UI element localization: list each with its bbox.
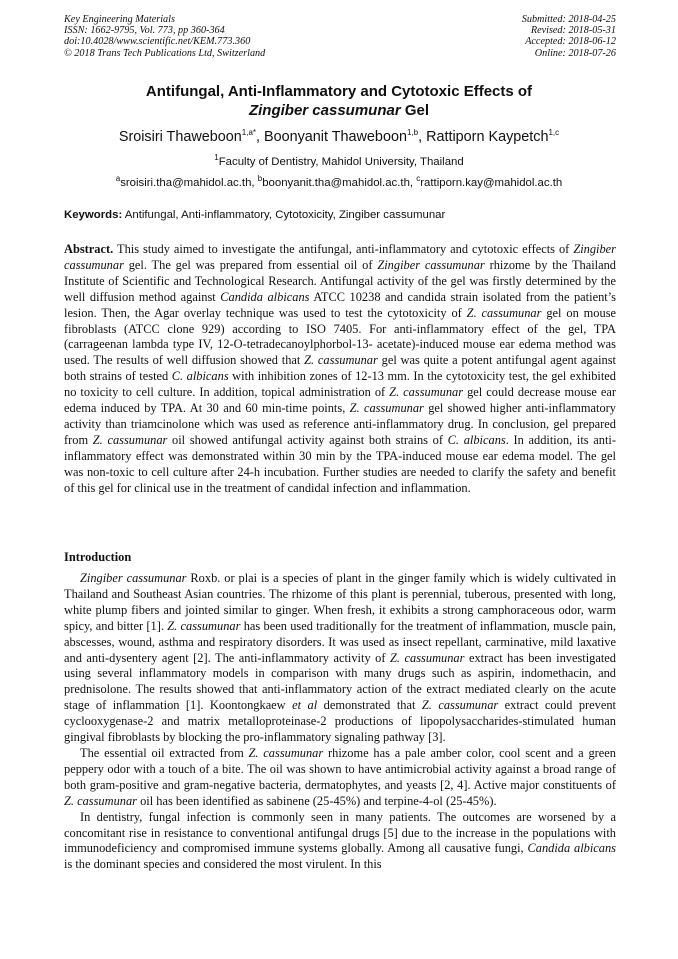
title-gel: Gel [400, 102, 430, 119]
abstract-italic: Z. cassumunar [304, 353, 378, 368]
affiliation [40, 150, 638, 170]
intro-text: In dentistry, fungal infection is commonly seen in many patients. The outcomes are worsened by a concomitant rise in resistance to conventional antifungal drugs [5] due to the increase in the populations with immunodeficiency and compromised immune systems globally. Among all causative fungi, [64, 809, 616, 856]
keywords [64, 208, 616, 222]
abstract-text: gel showed higher anti-inflammatory activity than triamcinolone which was used as reference anti-inflammatory drug. In conclusion, gel prepared from [64, 401, 616, 447]
abstract-italic: Z. cassumunar [466, 305, 542, 320]
abstract-label: Abstract. [64, 242, 114, 256]
intro-italic: Z. cassumunar [167, 618, 241, 633]
intro-italic: Z. cassumunar [64, 793, 137, 808]
abstract-italic: Candida albicans [220, 289, 310, 304]
email-sep: , [251, 176, 258, 189]
affiliation-text: Faculty of Dentistry, Mahidol University, Thailand [218, 155, 464, 168]
copyright: © 2018 Trans Tech Publications Ltd, Switzerland [64, 47, 266, 59]
accepted-date: Accepted: 2018-06-12 [525, 36, 616, 48]
email-3[interactable]: rattiporn.kay@mahidol.ac.th [420, 176, 563, 189]
intro-text: is the dominant species and considered the most virulent. In this [64, 857, 382, 872]
abstract-text: gel was quite a potent antifungal agent against both strains of tested [64, 353, 616, 384]
author-sep: , [418, 128, 427, 145]
email-sup: a [115, 174, 121, 183]
paper-title [40, 82, 638, 120]
title-line-1: Antifungal, Anti-Inflammatory and Cytotoxic Effects of [145, 83, 533, 100]
intro-paragraph-3 [64, 810, 616, 874]
author-3: Rattiporn Kaypetch [426, 128, 549, 145]
dates-header [522, 14, 616, 59]
intro-text: has been used traditionally for the treatment of inflammation, muscle pain, abscesses, wound, asthma and respiratory disorders. It was used as insect repellant, carminative, mild laxative and anti-dysentery agent [2]. The anti-inflammatory activity of [64, 618, 616, 665]
abstract-italic: C. albicans [447, 432, 506, 447]
abstract-italic: Zingiber cassumunar [377, 257, 485, 272]
abstract-italic: C. albicans [171, 369, 229, 384]
abstract-text: ATCC 10238 and candida strain isolated from the patient’s lesion. Then, the Agar overlay technique was used to test the cytotoxicity of [64, 289, 616, 320]
intro-text: The essential oil extracted from [80, 745, 249, 760]
intro-text: extract has been investigated using several inflammatory models in comparison with many drugs such as aspirin, indomethacin, and prednisolone. The results showed that anti-inflammatory action of the extract mediated clearly on the acute stage of inflammation [1]. Koontongkaew [64, 650, 617, 713]
intro-text: oil has been identified as sabinene (25-45%) and terpine-4-ol (25-45%). [136, 793, 497, 808]
abstract-italic: Zingiber cassumunar [64, 242, 616, 272]
abstract [64, 242, 616, 497]
keywords-text: Antifungal, Anti-inflammatory, Cytotoxicity, Zingiber cassumunar [122, 209, 446, 221]
email-sep: , [409, 176, 417, 189]
author-sep: , [256, 128, 264, 145]
intro-paragraph-1 [64, 571, 616, 746]
intro-text: extract could prevent cyclooxygenase-2 and matrix metalloproteinase-2 productions of lipopolysaccharides-stimulated human gingival fibroblasts by blocking the pro-inflammatory signaling pathway [3]. [64, 698, 616, 745]
abstract-text: rhizome by the Thailand Institute of Scientific and Technological Research. Antifungal activity of the gel was firstly determined by the well diffusion method against [64, 257, 616, 304]
intro-text: Roxb. or plai is a species of plant in the ginger family which is widely cultivated in Thailand and Southeast Asian countries. The rhizome of this plant is perennial, tuberous, presented with long, white plump fibers and jointed similar to ginger. When fresh, it exhibits a strong camphoraceous odor, warm spicy, and bitter [1]. [64, 571, 617, 633]
abstract-text: gel could decrease mouse ear edema induced by TPA. At 30 and 60 min-time points, [64, 385, 616, 416]
online-date: Online: 2018-07-26 [534, 47, 616, 59]
revised-date: Revised: 2018-05-31 [530, 25, 616, 37]
abstract-italic: Z. cassumunar [349, 401, 424, 416]
abstract-italic: Z. cassumunar [92, 432, 168, 447]
email-1[interactable]: sroisiri.tha@mahidol.ac.th [120, 176, 252, 189]
intro-italic: et al [292, 698, 318, 713]
email-sup: c [416, 174, 421, 183]
intro-paragraph-2 [64, 746, 616, 810]
author-1-sup: 1,a* [241, 128, 256, 137]
author-2: Boonyanit Thaweboon [264, 128, 407, 145]
keywords-label: Keywords: [64, 209, 123, 221]
abstract-text: gel on mouse fibroblasts (ATCC clone 929) according to ISO 7405. For anti-inflammatory effect of the gel, TPA (carrageenan lambda type IV, 12-O-tetradecanoylphorbol-13- acetate)-induced mouse ear edema method was used. The results of well diffusion showed that [64, 305, 617, 368]
intro-italic: Candida albicans [527, 841, 616, 856]
abstract-italic: Z. cassumunar [389, 385, 464, 400]
intro-text: rhizome has a pale amber color, cool scent and a green peppery odor with a touch of a bite. The oil was shown to have antimicrobial activity against a broad range of both gram-positive and gram-negative bacteria, dermatophytes, and yeasts [2, 4]. Active major constituents of [64, 745, 616, 792]
abstract-text: . In addition, its anti-inflammatory effect was demonstrated within 30 min by the TPA-induced mouse ear edema model. The gel was non-toxic to cell culture after 24-h incubation. Further studies are needed to clarify the safety and benefit of this gel for clinical use in the treatment of candidal infection and inflammation. [64, 432, 617, 495]
submitted-date: Submitted: 2018-04-25 [521, 14, 616, 25]
intro-italic: Z. cassumunar [248, 745, 324, 760]
author-3-sup: 1,c [548, 128, 560, 137]
intro-italic: Z. cassumunar [390, 650, 465, 665]
email-sup: b [257, 174, 263, 183]
title-line-2 [40, 101, 638, 120]
introduction-body [64, 571, 616, 873]
abstract-paragraph [64, 242, 616, 497]
author-list [30, 124, 648, 146]
doi: doi:10.4028/www.scientific.net/KEM.773.360 [64, 36, 251, 48]
abstract-text: This study aimed to investigate the antifungal, anti-inflammatory and cytotoxic effects of [113, 242, 574, 256]
author-1: Sroisiri Thaweboon [118, 128, 242, 145]
email-list [30, 171, 648, 191]
email-2[interactable]: boonyanit.tha@mahidol.ac.th [262, 176, 410, 189]
intro-text: demonstrated that [317, 698, 422, 713]
issn: ISSN: 1662-9795, Vol. 773, pp 360-364 [64, 25, 225, 37]
introduction-heading: Introduction [64, 550, 132, 564]
intro-italic: Zingiber cassumunar [80, 571, 187, 585]
abstract-text: gel. The gel was prepared from essential oil of [123, 257, 378, 272]
title-species: Zingiber cassumunar [248, 102, 401, 119]
journal-name: Key Engineering Materials [64, 14, 175, 25]
author-2-sup: 1,b [406, 128, 419, 137]
affiliation-sup: 1 [214, 153, 219, 162]
journal-header [64, 14, 265, 59]
intro-italic: Z. cassumunar [421, 698, 499, 713]
abstract-text: oil showed antifungal activity against both strains of [167, 432, 448, 447]
abstract-text: with inhibition zones of 12-13 mm. In the cytotoxicity test, the gel exhibited no toxicity to cell culture. In addition, topical administration of [64, 369, 616, 400]
